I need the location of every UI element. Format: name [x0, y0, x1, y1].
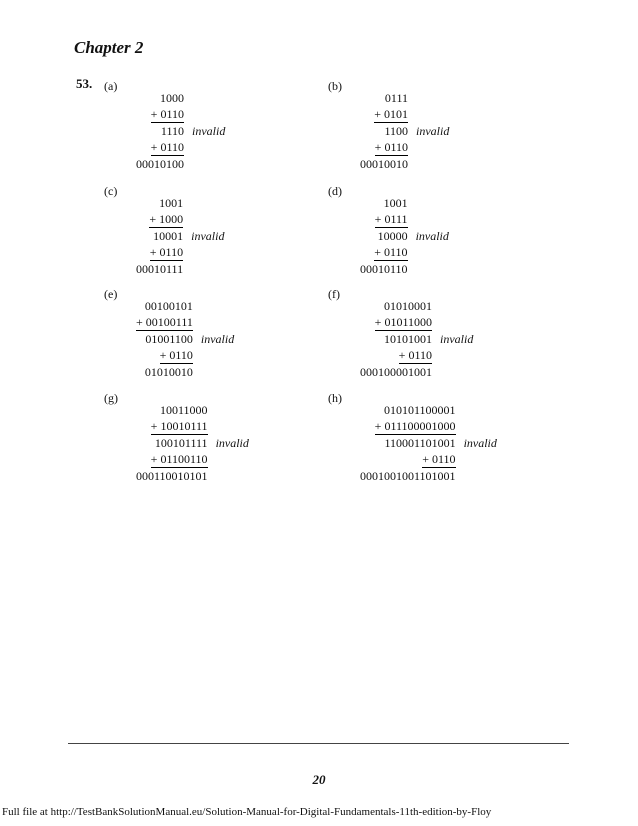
intermediate-line [154, 435, 249, 451]
result-line [360, 261, 408, 277]
intermediate-line [384, 331, 474, 347]
result-line [136, 156, 184, 172]
intermediate-line [145, 331, 235, 347]
invalid-note: invalid [415, 229, 449, 243]
correction-line [375, 139, 408, 156]
line-text: + 0110 [398, 348, 432, 362]
invalid-note: invalid [200, 332, 235, 346]
correction-line [422, 451, 455, 468]
calculation [360, 90, 450, 172]
invalid-note: invalid [440, 332, 474, 346]
operand-line [160, 90, 184, 106]
correction-line [150, 244, 183, 261]
operand-line [385, 90, 408, 106]
result-line [360, 156, 408, 172]
calculation [360, 195, 449, 277]
part-label: (d) [328, 184, 342, 198]
correction-line [151, 139, 184, 156]
operand-line [384, 195, 408, 211]
line-text: + 0111 [374, 212, 408, 226]
line-text: 0111 [384, 91, 408, 105]
line-text: 10000 [377, 229, 408, 243]
result-line [136, 468, 208, 484]
part-label: (h) [328, 391, 342, 405]
operand-line [159, 195, 183, 211]
problem-number: 53. [76, 76, 93, 91]
line-text: + 0110 [150, 140, 184, 154]
line-text: + 0110 [150, 107, 184, 121]
line-text: 00010010 [360, 157, 408, 171]
line-text: 01010010 [144, 365, 193, 379]
operand-line [374, 106, 408, 123]
line-text: 00100101 [144, 299, 193, 313]
line-text: + 0110 [422, 452, 456, 466]
operand-line [149, 211, 183, 228]
line-text: 110001101001 [384, 436, 456, 450]
line-text: 000100001001 [360, 365, 432, 379]
line-text: + 0110 [374, 245, 408, 259]
invalid-note: invalid [215, 436, 249, 450]
invalid-note: invalid [416, 124, 450, 138]
line-text: 000110010101 [136, 469, 208, 483]
operand-line [384, 298, 432, 314]
part-label: (c) [104, 184, 118, 198]
correction-line [399, 347, 432, 364]
line-text: 1001 [159, 196, 184, 210]
line-text: + 00100111 [136, 315, 193, 329]
calculation [136, 298, 235, 380]
invalid-note: invalid [192, 124, 226, 138]
page-number: 20 [312, 772, 326, 787]
line-text: 01001100 [145, 332, 193, 346]
intermediate-line [384, 435, 497, 451]
part-e [104, 287, 364, 387]
part-label: (a) [104, 79, 118, 93]
part-label: (e) [104, 287, 118, 301]
line-text: 1110 [160, 124, 184, 138]
part-d [328, 184, 588, 284]
intermediate-line [153, 228, 225, 244]
result-line [360, 468, 456, 484]
line-text: + 0110 [149, 245, 184, 259]
part-label: (f) [328, 287, 340, 301]
line-text: 00010100 [136, 157, 184, 171]
line-text: 010101100001 [384, 403, 456, 417]
calculation [136, 402, 249, 484]
line-text: 1000 [160, 91, 184, 105]
part-c [104, 184, 364, 284]
result-line [360, 364, 432, 380]
invalid-note: invalid [191, 229, 225, 243]
line-text: 01010001 [384, 299, 432, 313]
line-text: 00010110 [360, 262, 408, 276]
line-text: + 0110 [159, 348, 193, 362]
result-line [145, 364, 193, 380]
line-text: 10011000 [160, 403, 208, 417]
operand-line [384, 402, 456, 418]
line-text: + 10010111 [150, 419, 208, 433]
operand-line [151, 106, 184, 123]
operand-line [375, 418, 456, 435]
part-a [104, 79, 364, 179]
line-text: 10001 [153, 229, 184, 243]
line-text: 1100 [384, 124, 408, 138]
line-text: + 0101 [374, 107, 408, 121]
part-h [328, 391, 588, 491]
calculation [136, 90, 226, 172]
footer-link[interactable]: Full file at http://TestBankSolutionManual.eu/Solution-Manual-for-Digital-Fundamentals-11th-edition-by-Floy [2, 806, 492, 818]
operand-line [136, 314, 193, 331]
line-text: 0001001001101001 [360, 469, 456, 483]
line-text: 100101111 [154, 436, 208, 450]
calculation [360, 298, 474, 380]
line-text: + 1000 [149, 212, 184, 226]
correction-line [151, 451, 208, 468]
part-g [104, 391, 364, 491]
correction-line [160, 347, 193, 364]
calculation [136, 195, 225, 277]
line-text: 00010111 [136, 262, 184, 276]
intermediate-line [377, 228, 449, 244]
line-text: 10101001 [384, 332, 432, 346]
part-label: (g) [104, 391, 118, 405]
invalid-note: invalid [463, 436, 497, 450]
part-b [328, 79, 588, 179]
operand-line [160, 402, 208, 418]
correction-line [374, 244, 407, 261]
intermediate-line [384, 123, 450, 139]
line-text: + 01100110 [150, 452, 208, 466]
calculation [360, 402, 497, 484]
line-text: + 01011000 [374, 315, 432, 329]
operand-line [375, 314, 432, 331]
part-f [328, 287, 588, 387]
line-text: + 0110 [374, 140, 408, 154]
operand-line [145, 298, 193, 314]
chapter-title: Chapter 2 [74, 38, 144, 57]
result-line [136, 261, 183, 277]
line-text: + 011100001000 [374, 419, 456, 433]
operand-line [375, 211, 408, 228]
operand-line [151, 418, 208, 435]
intermediate-line [160, 123, 226, 139]
part-label: (b) [328, 79, 342, 93]
footer-rule [68, 743, 569, 744]
line-text: 1001 [383, 196, 408, 210]
